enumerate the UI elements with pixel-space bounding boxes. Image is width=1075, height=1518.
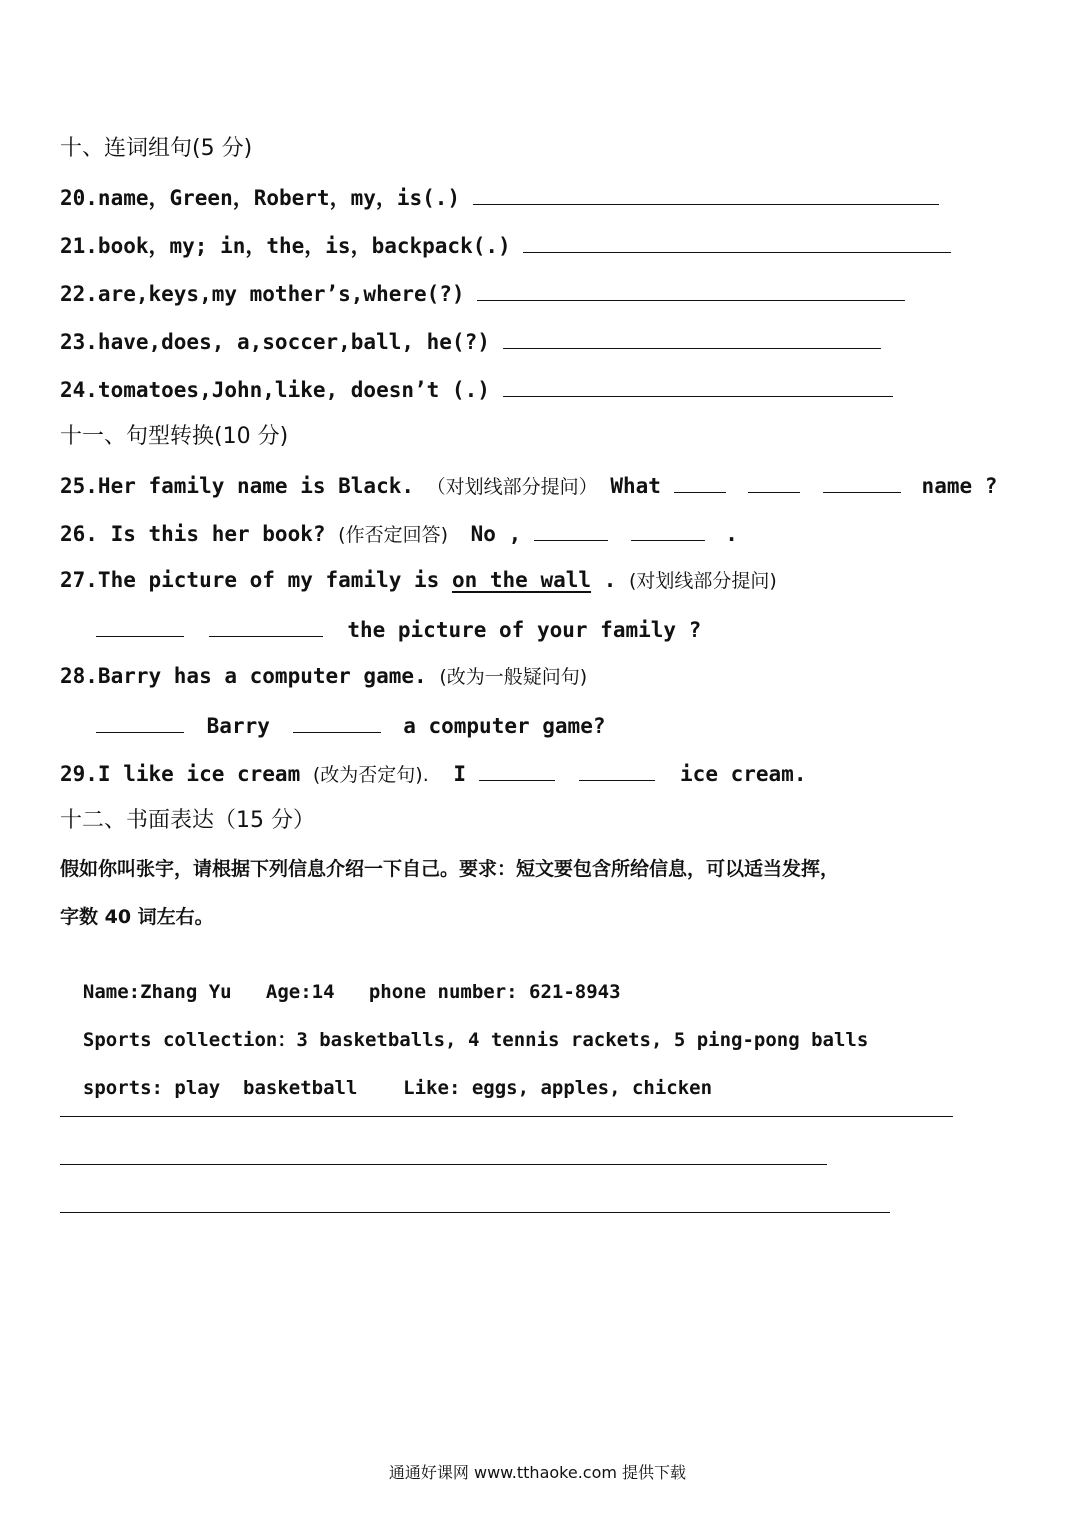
section-12-title: 十二、书面表达（15 分） bbox=[60, 808, 315, 833]
question-22-text: 22.are,keys,my mother’s,where(?) bbox=[60, 282, 465, 306]
question-29-instruction: (改为否定句). bbox=[312, 764, 429, 786]
footer-source: 通通好课网 www.tthaoke.com 提供下载 bbox=[388, 1463, 687, 1482]
question-26-no: No , bbox=[470, 522, 522, 546]
question-23-text: 23.have,does, a,soccer,ball, he(?) bbox=[60, 330, 490, 354]
answer-blank-21[interactable] bbox=[523, 230, 951, 253]
question-27-instruction: (对划线部分提问) bbox=[629, 570, 777, 592]
question-24 bbox=[60, 374, 893, 404]
question-29 bbox=[60, 758, 806, 789]
question-27-underlined: on the wall bbox=[451, 568, 592, 592]
answer-blank-26a[interactable] bbox=[534, 518, 608, 541]
answer-blank-29b[interactable] bbox=[579, 758, 655, 781]
question-29-i: I bbox=[453, 762, 467, 786]
question-26-instruction: (作否定回答) bbox=[338, 524, 448, 546]
writing-line-1[interactable] bbox=[60, 1116, 953, 1117]
writing-line-2[interactable] bbox=[60, 1164, 827, 1165]
question-24-text: 24.tomatoes,John,like, doesn’t (.) bbox=[60, 378, 490, 402]
question-25 bbox=[60, 470, 997, 501]
answer-blank-20[interactable] bbox=[473, 182, 939, 205]
answer-blank-25a[interactable] bbox=[674, 470, 726, 493]
answer-blank-22[interactable] bbox=[477, 278, 905, 301]
writing-instructions-2: 字数 40 词左右。 bbox=[60, 906, 214, 928]
question-25-instruction: （对划线部分提问） bbox=[426, 476, 598, 498]
writing-info-1: Name:Zhang Yu Age:14 phone number: 621-8943 bbox=[82, 981, 621, 1003]
question-28-text: 28.Barry has a computer game. bbox=[60, 664, 427, 688]
question-28-answer-line bbox=[96, 710, 605, 740]
section-10-title: 十、连词组句(5 分) bbox=[60, 136, 253, 161]
answer-blank-26b[interactable] bbox=[631, 518, 705, 541]
question-29-text: 29.I like ice cream bbox=[60, 762, 301, 786]
answer-blank-24[interactable] bbox=[503, 374, 893, 397]
question-20 bbox=[60, 182, 939, 212]
writing-line-3[interactable] bbox=[60, 1212, 890, 1213]
question-28-instruction: (改为一般疑问句) bbox=[439, 666, 588, 688]
question-29-tail: ice cream. bbox=[680, 762, 807, 786]
writing-info-3: sports: play basketball Like: eggs, apples, chicken bbox=[82, 1077, 713, 1099]
answer-blank-25c[interactable] bbox=[823, 470, 901, 493]
question-27-answer-line bbox=[96, 614, 701, 644]
question-27-tail: the picture of your family ? bbox=[347, 618, 702, 642]
writing-instructions-1: 假如你叫张宇，请根据下列信息介绍一下自己。要求：短文要包含所给信息，可以适当发挥， bbox=[60, 858, 840, 880]
answer-blank-28b[interactable] bbox=[293, 710, 381, 733]
question-28-barry: Barry bbox=[206, 714, 270, 738]
section-11-title: 十一、句型转换(10 分) bbox=[60, 424, 289, 449]
question-21-text: 21.book，my; in，the，is，backpack(.) bbox=[60, 234, 511, 258]
question-28-tail: a computer game? bbox=[403, 714, 606, 738]
question-25-what: What bbox=[610, 474, 661, 498]
question-26 bbox=[60, 518, 738, 549]
question-26-text: 26. Is this her book? bbox=[60, 522, 326, 546]
writing-info-2: Sports collection：3 basketballs, 4 tennis rackets, 5 ping-pong balls bbox=[82, 1029, 869, 1051]
answer-blank-25b[interactable] bbox=[748, 470, 800, 493]
question-23 bbox=[60, 326, 881, 356]
question-25-text: 25.Her family name is Black. bbox=[60, 474, 415, 498]
answer-blank-29a[interactable] bbox=[479, 758, 555, 781]
answer-blank-23[interactable] bbox=[503, 326, 881, 349]
question-25-tail: name ? bbox=[921, 474, 998, 498]
question-21 bbox=[60, 230, 951, 260]
question-26-tail: . bbox=[725, 522, 738, 546]
answer-blank-28a[interactable] bbox=[96, 710, 184, 733]
answer-blank-27b[interactable] bbox=[209, 614, 323, 637]
question-27 bbox=[60, 566, 777, 595]
question-27-text: 27.The picture of my family is bbox=[60, 568, 440, 592]
answer-blank-27a[interactable] bbox=[96, 614, 184, 637]
question-22 bbox=[60, 278, 905, 308]
question-20-text: 20.name，Green，Robert，my，is(.) bbox=[60, 186, 461, 210]
question-28 bbox=[60, 662, 587, 691]
question-27-period: . bbox=[603, 568, 617, 592]
